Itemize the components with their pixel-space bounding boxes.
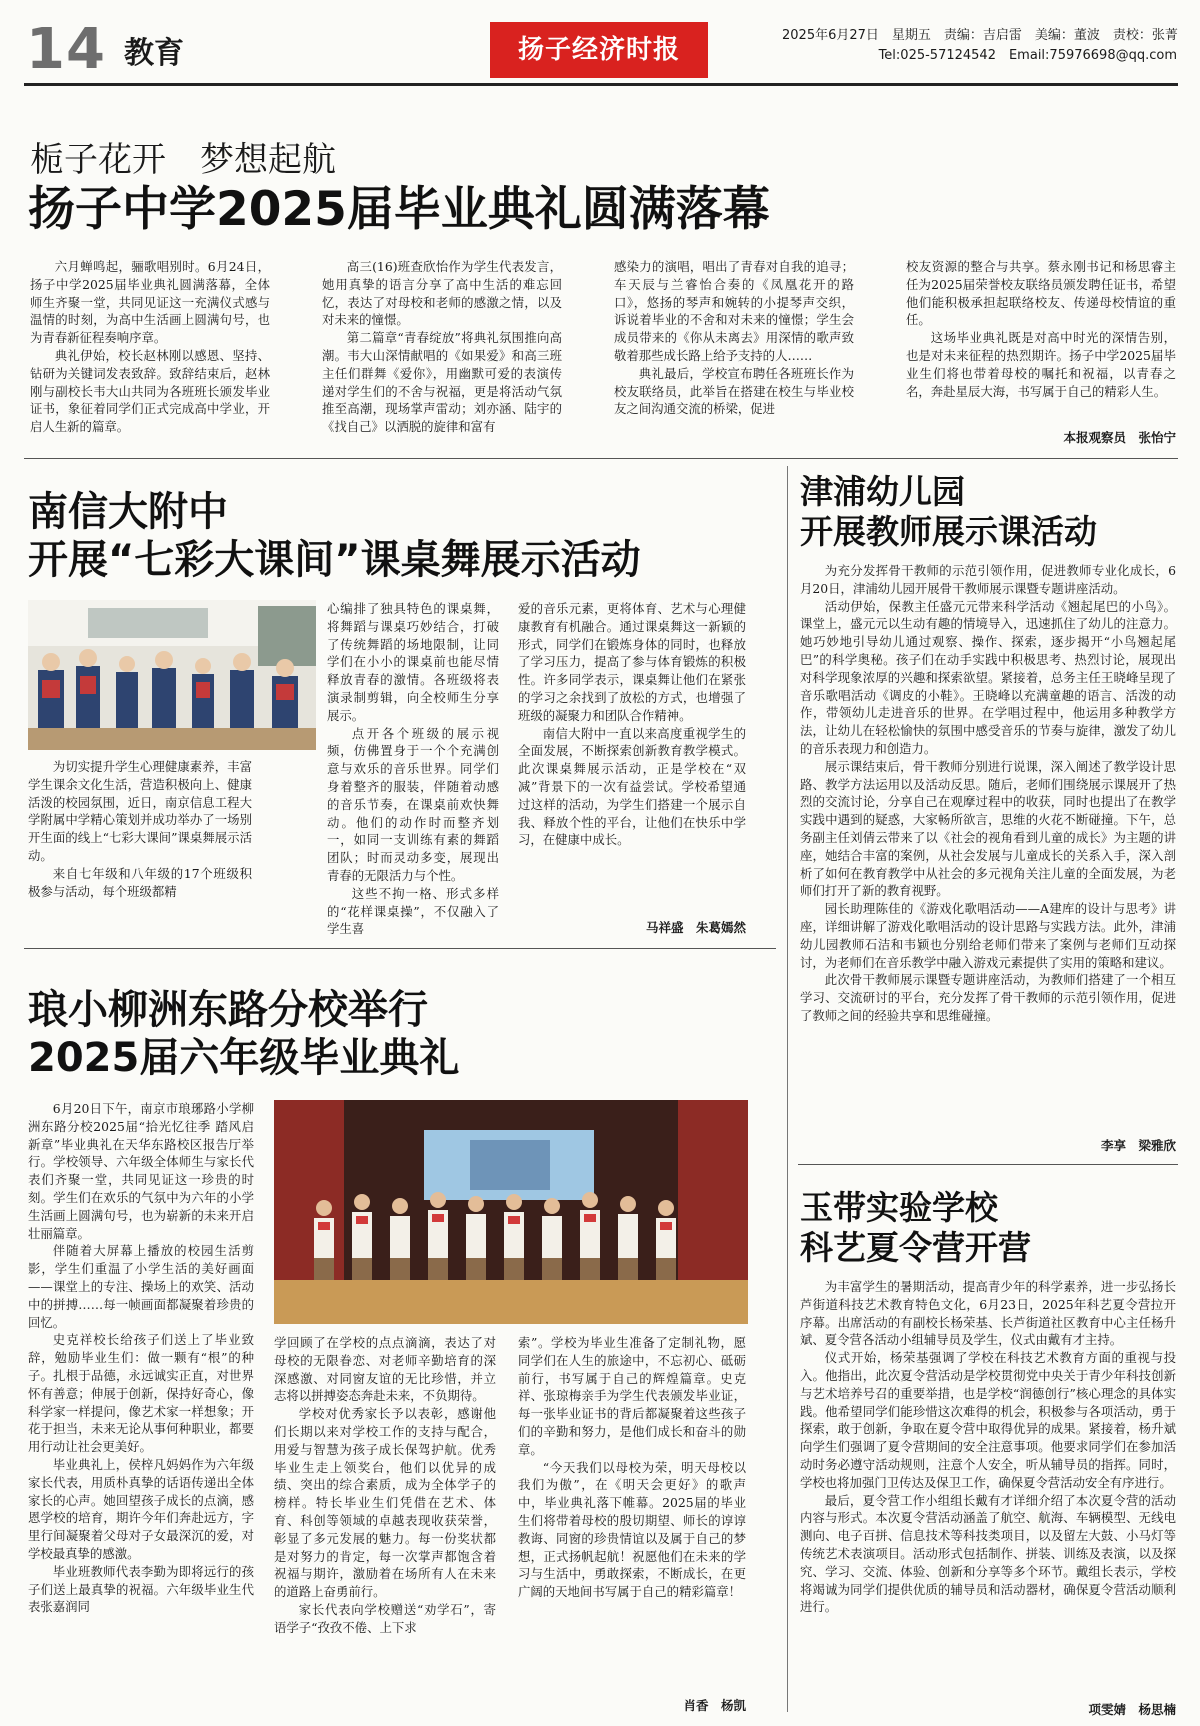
article4-paragraph: 此次骨干教师展示课暨专题讲座活动，为教师们搭建了一个相互学习、交流研讨的平台，充分发挥了骨干教师的示范引领作用，促进了教师之间的经验共享和思维碰撞。 (800, 972, 1176, 1023)
article2-paragraph: 点开各个班级的展示视频，仿佛置身于一个个充满创意与欢乐的音乐世界。同学们身着整齐的服装，伴随着动感的音乐节奏，在课桌前欢快舞动。他们的动作时而整齐划一，如同一支训练有素的舞蹈团队；时而灵动多变，展现出青春的无限活力与个性。 (327, 725, 499, 883)
article4-body (800, 562, 1176, 1025)
article5-title-line2: 科艺夏令营开营 (800, 1228, 1031, 1267)
contact-line: Tel:025-57124542 Email:75976698@qq.com (878, 48, 1177, 63)
article5-byline: 项雯婧 杨思楠 (1088, 1702, 1176, 1717)
article1-paragraph: 六月蝉鸣起，骊歌唱别时。6月24日，扬子中学2025届毕业典礼圆满落幕，全体师生齐聚一堂，共同见证这一充满仪式感与温情的时刻，为高中生活画上圆满句号，也为青春新征程奏响序章。 (30, 259, 270, 346)
article2-col1 (28, 758, 252, 900)
article4-paragraph: 活动伊始，保教主任盛元元带来科学活动《翘起尾巴的小鸟》。课堂上，盛元元以生动有趣的情境导入，迅速抓住了幼儿的注意力。她巧妙地引导幼儿通过观察、操作、探索，逐步揭开“小鸟翘起尾巴”的科学奥秘。孩子们在动手实践中积极思考、热烈讨论，展现出对科学现象浓厚的兴趣和探索欲望。紧接着，总务主任王晓峰呈现了音乐歌唱活动《调皮的小鞋》。王晓峰以充满童趣的语言、活泼的动作，带领幼儿走进音乐的世界。在学唱过程中，他运用多种教学方法，让幼儿在轻松愉快的氛围中感受音乐的节奏与旋律，激发了幼儿的音乐表现力和创造力。 (800, 598, 1176, 756)
article3-col3 (518, 1334, 746, 1601)
divider (24, 458, 1178, 459)
article3-paragraph: 学回顾了在学校的点点滴滴，表达了对母校的无限眷恋、对老师辛勤培育的深深感激、对同窗友谊的无比珍惜，并立志将以拼搏姿态奔赴未来，不负期待。 (274, 1335, 496, 1404)
article3-paragraph: “今天我们以母校为荣，明天母校以我们为傲”，在《明天会更好》的歌声中，毕业典礼落下帷幕。2025届的毕业生们将带着母校的殷切期望、师长的谆谆教诲、同窗的珍贵情谊以及属于自己的梦想，正式扬帆起航！祝愿他们在未来的学习与生活中，勇敢探索，不断成长，在更广阔的天地间书写属于自己的精彩篇章！ (518, 1459, 746, 1600)
article2-col3 (518, 600, 746, 849)
article5-paragraph: 仪式开始，杨荣基强调了学校在科技艺术教育方面的重视与投入。他指出，此次夏令营活动是学校贯彻党中央关于青少年科技创新与艺术培养号召的重要举措，也是学校“润德创行”核心理念的具体实践。他希望同学们能珍惜这次难得的机会，积极参与各项活动，勇于探索，敢于创新，争取在夏令营中取得优异的成果。紧接着，杨升斌向学生们强调了夏令营期间的安全注意事项。他要求同学们在参加活动时务必遵守活动规则，注意个人安全，听从辅导员的指挥。同时，学校也将加强门卫传达及保卫工作，确保夏令营活动安全有序进行。 (800, 1350, 1176, 1490)
article1-kicker: 栀子花开 梦想起航 (30, 140, 336, 180)
graduation-stage-photo (274, 1100, 748, 1324)
article1-col3 (614, 258, 854, 418)
article2-paragraph: 来自七年级和八年级的17个班级积极参与活动，每个班级都精 (28, 865, 252, 899)
divider (24, 948, 776, 949)
article1-paragraph: 感染力的演唱，唱出了青春对自我的追寻；车天辰与兰睿怡合奏的《凤凰花开的路口》，悠扬的琴声和婉转的小提琴声交织，诉说着毕业的不舍和对未来的憧憬；学生会成员带来的《你从未离去》用深情的歌声致敬着那些成长路上给予支持的人…… (614, 259, 854, 363)
top-rule (24, 83, 1178, 86)
article4-paragraph: 展示课结束后，骨干教师分别进行说课，深入阐述了教学设计思路、教学方法运用以及活动反思。随后，老师们围绕展示课展开了热烈的交流讨论，分享自己在观摩过程中的收获，同时也提出了在教学实践中遇到的疑惑，大家畅所欲言，思维的火花不断碰撞。下午，总务副主任刘倩云带来了以《社会的视角看到儿童的成长》为主题的讲座，她结合丰富的案例，从社会发展与儿童成长的关系入手，深入剖析了如何在教育教学中从社会的多元视角关注儿童的全面发展，为老师们打开了新的教育视野。 (800, 758, 1176, 899)
article4-byline: 李享 梁雅欣 (1100, 1138, 1176, 1153)
article1-paragraph: 校友资源的整合与共享。蔡永刚书记和杨思睿主任为2025届荣誉校友联络员颁发聘任证书，希望他们能积极承担起联络校友、传递母校情谊的重任。 (906, 259, 1176, 328)
article3-col2 (274, 1334, 496, 1637)
article5-paragraph: 为丰富学生的暑期活动，提高青少年的科学素养，进一步弘扬长芦街道科技艺术教育特色文化，6月23日，2025年科艺夏令营拉开序幕。出席活动的有副校长杨荣基、长芦街道社区教育中心主任杨升斌、夏令营各活动小组辅导员及学生，仪式由戴有才主持。 (800, 1279, 1176, 1348)
article2-title-line1: 南信大附中 (28, 489, 228, 535)
article1-paragraph: 这场毕业典礼既是对高中时光的深情告别，也是对未来征程的热烈期许。扬子中学2025届毕业生们将也带着母校的嘱托和祝福，以青春之名，奔赴星辰大海，书写属于自己的精彩人生。 (906, 330, 1176, 399)
article2-byline: 马祥盛 朱葛嫣然 (645, 920, 746, 935)
article2-paragraph: 南信大附中一直以来高度重视学生的全面发展，不断探索创新教育教学模式。此次课桌舞展示活动，正是学校在“双减”背景下的一次有益尝试。学校希望通过这样的活动，为学生们搭建一个展示自我、释放个性的平台，让他们在快乐中学习，在健康中成长。 (518, 725, 746, 848)
masthead-logo: 扬子经济时报 (490, 22, 708, 78)
article3-paragraph: 毕业班教师代表李勤为即将远行的孩子们送上最真挚的祝福。六年级毕业生代表张嘉润同 (28, 1563, 254, 1615)
article4-paragraph: 为充分发挥骨干教师的示范引领作用，促进教师专业化成长，6月20日，津浦幼儿园开展骨干教师展示课暨专题讲座活动。 (800, 563, 1176, 596)
article3-paragraph: 伴随着大屏幕上播放的校园生活剪影，学生们重温了小学生活的美好画面——课堂上的专注、操场上的欢笑、活动中的拼搏……每一帧画面都凝聚着珍贵的回忆。 (28, 1243, 254, 1330)
article3-title-line1: 琅小柳洲东路分校举行 (28, 987, 428, 1033)
article1-paragraph: 典礼最后，学校宣布聘任各班班长作为校友联络员，此举旨在搭建在校生与毕业校友之间沟通交流的桥梁，促进 (614, 365, 854, 417)
article2-paragraph: 心编排了独具特色的课桌舞，将舞蹈与课桌巧妙结合，打破了传统舞蹈的场地限制，让同学们在小小的课桌前也能尽情释放青春的激情。各班级将表演录制剪辑，向全校师生分享展示。 (327, 601, 499, 723)
article2-col2 (327, 600, 499, 938)
article3-byline: 肖香 杨凯 (683, 1698, 746, 1713)
article1-col2 (322, 258, 562, 436)
article2-title-line2: 开展“七彩大课间”课桌舞展示活动 (28, 537, 641, 583)
article1-byline: 本报观察员 张怡宁 (1063, 430, 1176, 445)
article1-paragraph: 第二篇章“青春绽放”将典礼氛围推向高潮。韦大山深情献唱的《如果爱》和高三班主任们群舞《爱你》，用幽默可爱的表演传递对学生们的不舍与祝福，更是将活动气氛推至高潮，现场掌声雷动；刘亦涵、陆宇的《找自己》以洒脱的旋律和富有 (322, 330, 562, 435)
section-name: 教育 (124, 36, 184, 71)
article3-paragraph: 家长代表向学校赠送“劝学石”，寄语学子“孜孜不倦、上下求 (274, 1601, 496, 1635)
article3-col1 (28, 1100, 254, 1616)
article1-col1 (30, 258, 270, 436)
article4-title-line2: 开展教师展示课活动 (800, 512, 1097, 551)
article2-paragraph: 这些不拘一格、形式多样的“花样课桌操”，不仅融入了学生喜 (327, 885, 499, 937)
article4-paragraph: 园长助理陈佳的《游戏化歌唱活动——A建库的设计与思考》讲座，详细讲解了游戏化歌唱活动的设计思路与实践方法。此外，津浦幼儿园教师石洁和韦颖也分别给老师们带来了案例与老师们互动探讨，为老师们在音乐教学中融入游戏元素提供了实用的策略和建议。 (800, 901, 1176, 970)
article1-paragraph: 典礼伊始，校长赵林刚以感恩、坚持、钻研为关键词发表致辞。致辞结束后，赵林刚与副校长韦大山共同为各班班长颁发毕业证书，象征着同学们正式完成高中学业，开启人生新的篇章。 (30, 347, 270, 435)
column-divider (787, 466, 788, 1712)
article1-col4 (906, 258, 1176, 400)
article3-paragraph: 学校对优秀家长予以表彰，感谢他们长期以来对学校工作的支持与配合，用爱与智慧为孩子成长保驾护航。优秀毕业生走上领奖台，他们以优异的成绩、突出的综合素质，成为全体学子的榜样。特长毕业生们凭借在艺术、体育、科创等领域的卓越表现收获荣誉，彰显了多元发展的魅力。每一份奖状都是对努力的肯定，每一次掌声都饱含着祝福与期许，激励着在场所有人在未来的道路上奋勇前行。 (274, 1406, 496, 1600)
article3-paragraph: 索”。学校为毕业生准备了定制礼物，愿同学们在人生的旅途中，不忘初心、砥砺前行，书写属于自己的辉煌篇章。史克祥、张琼梅亲手为学生代表颁发毕业证，每一张毕业证书的背后都凝聚着这些孩子们的辛勤和努力，是他们成长和奋斗的勋章。 (518, 1335, 746, 1457)
article5-paragraph: 最后，夏令营工作小组组长戴有才详细介绍了本次夏令营的活动内容与形式。本次夏令营活动涵盖了航空、航海、车辆模型、无线电测向、电子百拼、信息技术等科技类项目，以及留左大鼓、小马灯等传统艺术表演项目。活动形式包括制作、拼装、训练及表演，以及探究、学习、交流、体验、创新和分享等多个环节。戴组长表示，学校将竭诚为同学们提供优质的辅导员和活动器材，确保夏令营活动顺利进行。 (800, 1492, 1176, 1615)
page-number: 14 (26, 17, 106, 82)
article1-title: 扬子中学2025届毕业典礼圆满落幕 (28, 182, 770, 237)
article5-body (800, 1278, 1176, 1616)
article3-paragraph: 6月20日下午，南京市琅琊路小学柳洲东路分校2025届“拾光忆往季 踏风启新章”毕业典礼在天华东路校区报告厅举行。学校领导、六年级全体师生与家长代表们齐聚一堂，共同见证这一珍贵的时刻。学生们在欢乐的气氛中为六年的小学生活画上圆满句号，也为崭新的未来开启壮丽篇章。 (28, 1101, 254, 1241)
article4-title-line1: 津浦幼儿园 (800, 472, 965, 511)
article1-paragraph: 高三(16)班查欣怡作为学生代表发言，她用真挚的语言分享了高中生活的难忘回忆，表达了对母校和老师的感激之情，以及对未来的憧憬。 (322, 259, 562, 328)
article3-paragraph: 史克祥校长给孩子们送上了毕业致辞，勉励毕业生们：做一颗有“根”的种子。扎根于品德，永远诚实正直，对世界怀有善意；伸展于创新，保持好奇心，像科学家一样提问，像艺术家一样想象；开花于担当，未来无论从事何种职业，都要用行动让社会更美好。 (28, 1332, 254, 1455)
header-info (782, 26, 1177, 66)
divider (798, 1164, 1178, 1165)
article2-paragraph: 爱的音乐元素，更将体育、艺术与心理健康教育有机融合。通过课桌舞这一新颖的形式，同学们在锻炼身体的同时，也释放了学习压力，提高了参与体育锻炼的积极性。许多同学表示，课桌舞让他们在紧张的学习之余找到了放松的方式，也增强了班级的凝聚力和团队合作精神。 (518, 601, 746, 723)
date-line: 2025年6月27日 星期五 责编：吉启雷 美编：董波 责校：张菁 (782, 28, 1178, 43)
article3-title-line2: 2025届六年级毕业典礼 (28, 1035, 460, 1081)
article3-paragraph: 毕业典礼上，侯梓凡妈妈作为六年级家长代表，用质朴真挚的话语传递出全体家长的心声。她回望孩子成长的点滴，感恩学校的培育，期许今年们奔赴远方，字里行间凝聚着父母对子女最深沉的爱，对学校最真挚的感激。 (28, 1456, 254, 1561)
article5-title-line1: 玉带实验学校 (800, 1188, 998, 1227)
article2-paragraph: 为切实提升学生心理健康素养，丰富学生课余文化生活，营造积极向上、健康活泼的校园氛围，近日，南京信息工程大学附属中学精心策划并成功举办了一场别开生面的线上“七彩大课间”课桌舞展示活动。 (28, 759, 252, 863)
classroom-dance-photo (28, 600, 316, 750)
